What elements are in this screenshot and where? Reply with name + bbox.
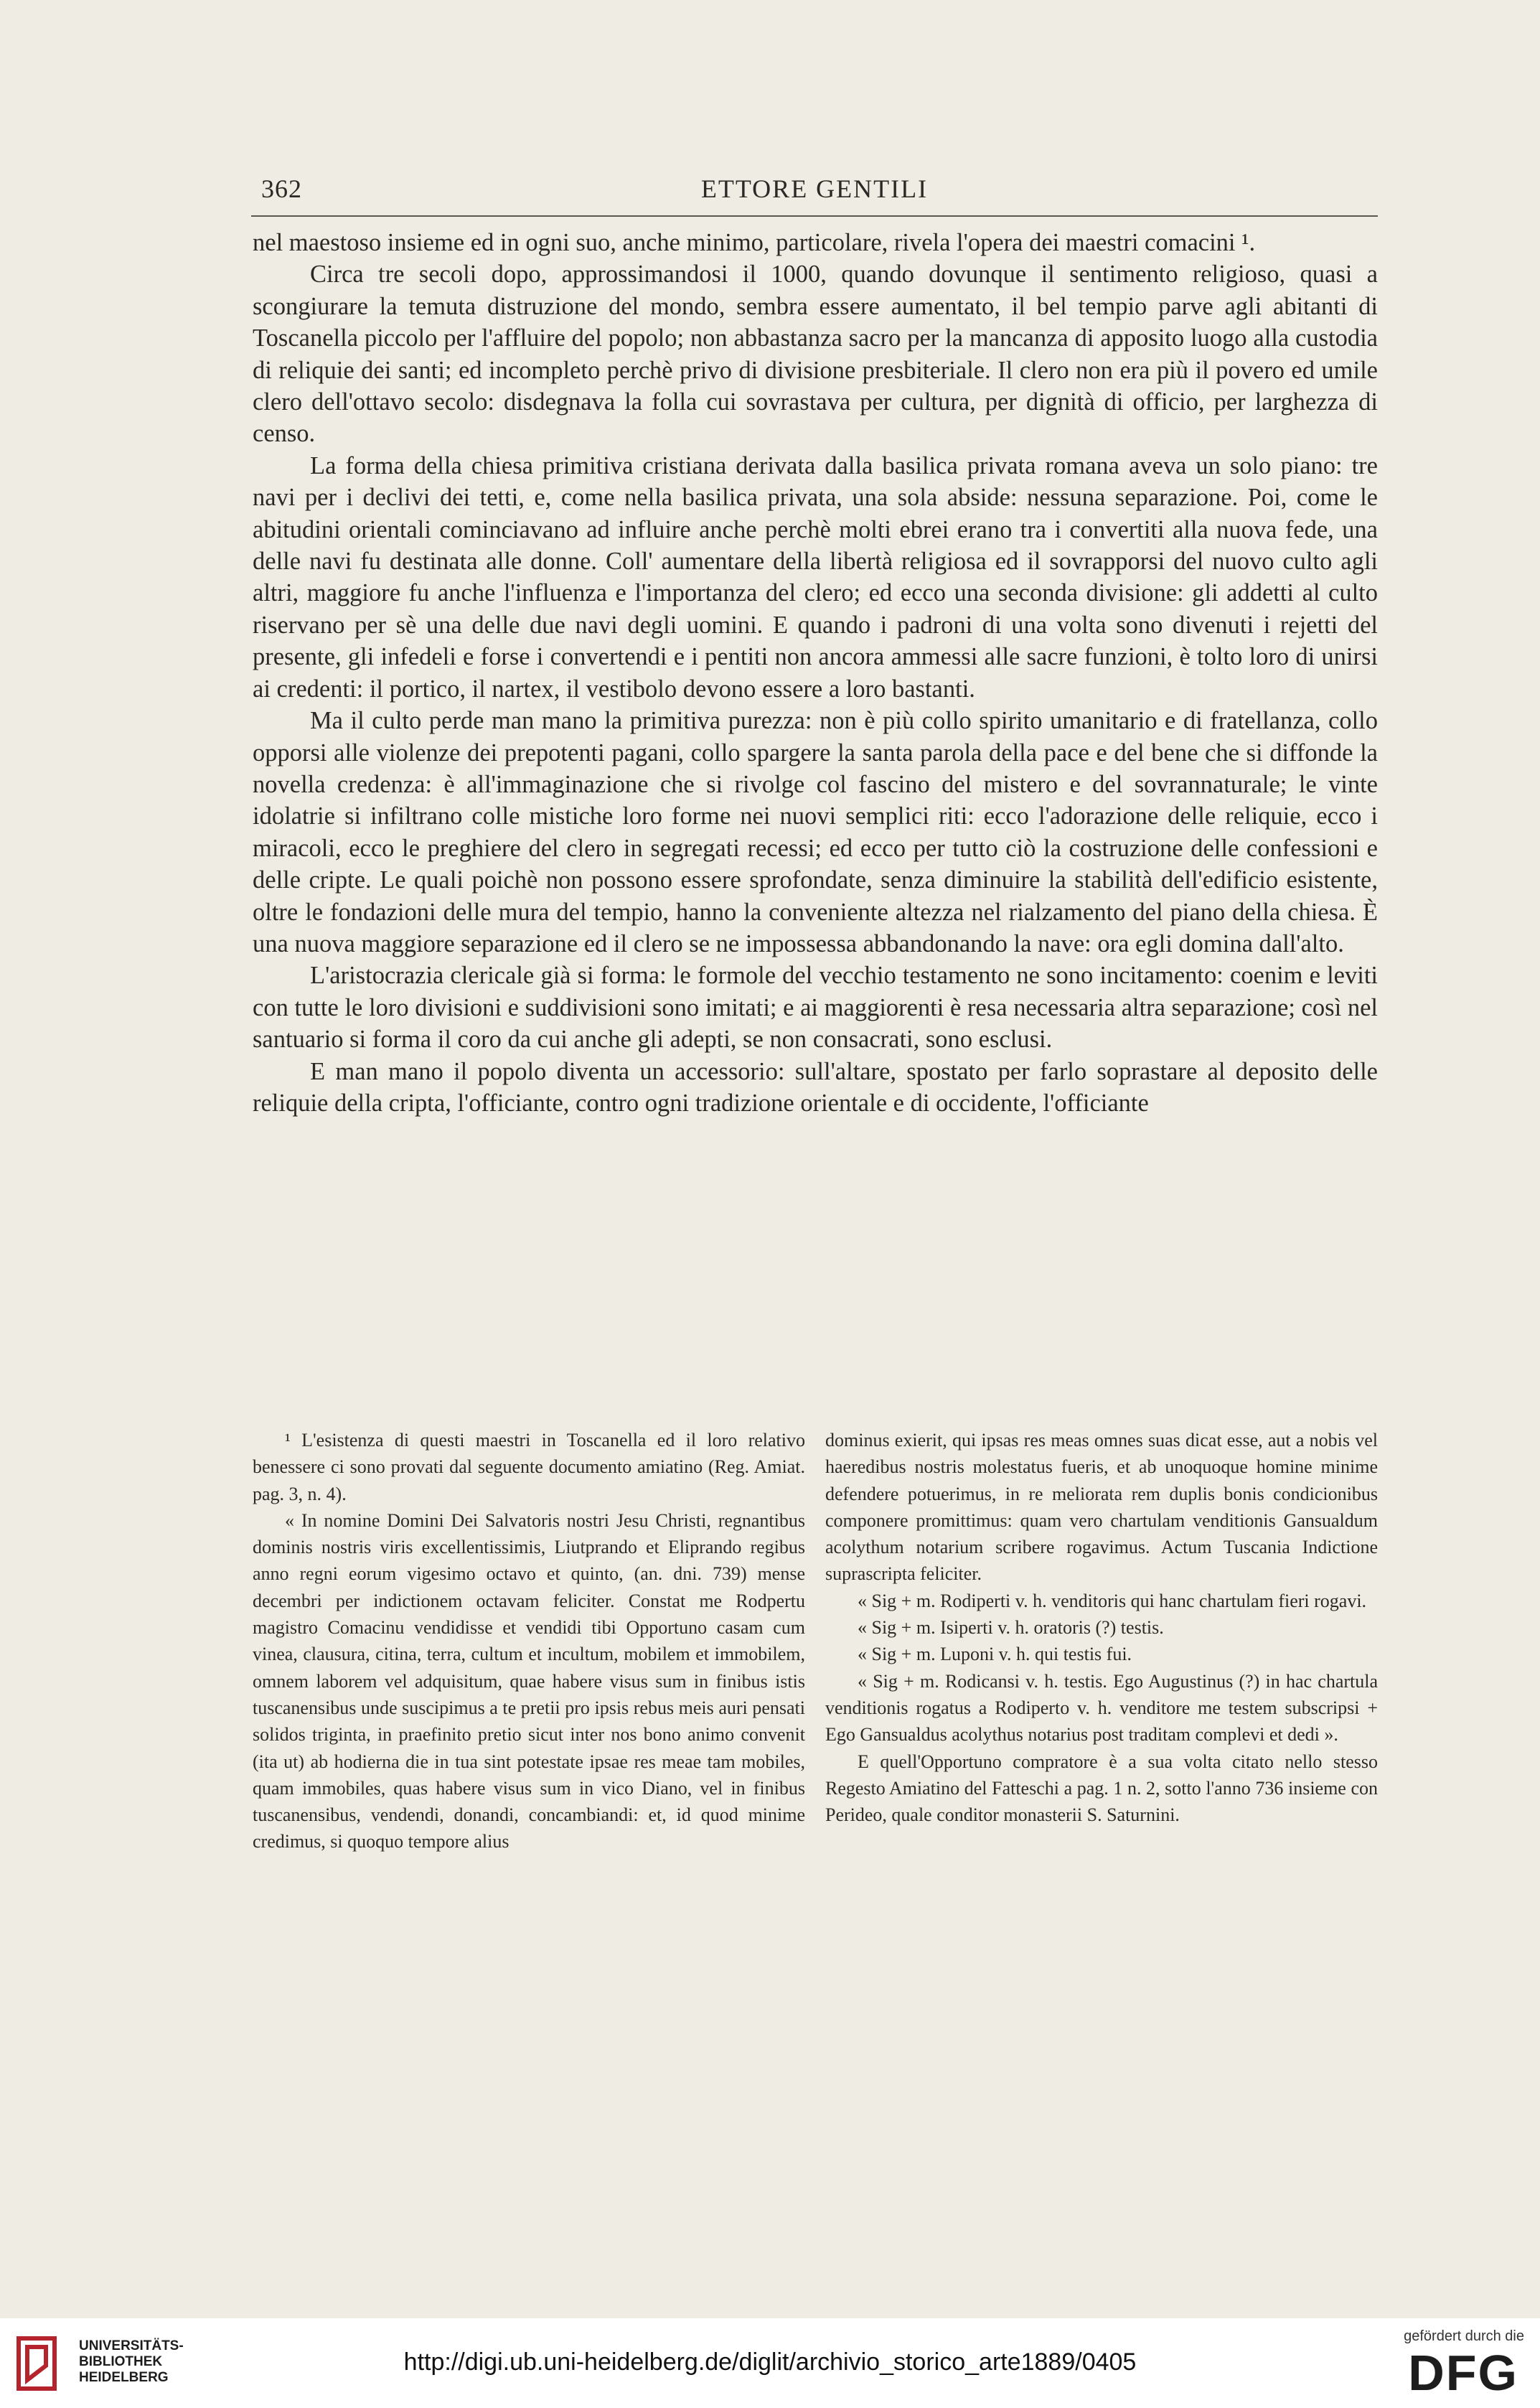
header-rule bbox=[251, 215, 1378, 217]
running-title: ETTORE GENTILI bbox=[700, 174, 929, 203]
page-header bbox=[251, 174, 1378, 210]
permalink-url[interactable]: http://digi.ub.uni-heidelberg.de/diglit/archivio_storico_arte1889/0405 bbox=[403, 2348, 1137, 2376]
paragraph: Ma il culto perde man mano la primitiva purezza: non è più collo spirito umanitario e di fratellanza, collo opporsi alle violenze dei prepotenti pagani, collo spargere la santa parola della pace e del bene che si diffonde la novella credenza: è all'immaginazione che si rivolge col fascino del mistero e del sovrannaturale; le vinte idolatrie si infiltrano colle mistiche loro forme nei nuovi semplici riti: ecco l'adorazione delle reliquie, ecco i miracoli, ecco le preghiere del clero in segregati recessi; ed ecco per tutto ciò la costruzione delle confessioni e delle cripte. Le quali poichè non possono essere sprofondate, senza diminuire la stabilità dell'edificio esistente, oltre le fondazioni delle mura del tempio, hanno la conveniente altezza nel rialzamento del piano della chiesa. È una nuova maggiore separazione ed il clero se ne impossessa abbandonando la nave: ora egli domina dall'alto. bbox=[253, 707, 1378, 957]
footnote-paragraph: E quell'Opportuno compratore è a sua volta citato nello stesso Regesto Amiatino del Fatteschi a pag. 1 n. 2, sotto l'anno 736 insieme con Perideo, quale conditor monasterii S. Saturnini. bbox=[825, 1751, 1378, 1826]
paragraph: E man mano il popolo diventa un accessorio: sull'altare, spostato per farlo soprastare al deposito delle reliquie della cripta, l'officiante, contro ogni tradizione orientale e di occidente, l'officiante bbox=[253, 1057, 1378, 1117]
footnote-paragraph: « Sig + m. Luponi v. h. qui testis fui. bbox=[858, 1644, 1132, 1665]
paragraph: Circa tre secoli dopo, approssimandosi il 1000, quando dovunque il sentimento religioso, quasi a scongiurare la temuta distruzione del mondo, sembra essere aumentato, il bel tempio parve agli abitanti di Toscanella piccolo per l'affluire del popolo; non abbastanza sacro per la mancanza di apposito luogo alla custodia di reliquie dei santi; ed incompleto perchè privo di divisione presbiteriale. Il clero non era più il povero ed umile clero dell'ottavo secolo: disdegnava la folla cui sovrastava per cultura, per dignità di officio, per larghezza di censo. bbox=[253, 261, 1378, 448]
funder-name: DFG bbox=[1408, 2345, 1518, 2401]
library-name-line: HEIDELBERG bbox=[79, 2370, 169, 2385]
funder-caption: gefördert durch die bbox=[1404, 2328, 1524, 2344]
page-number: 362 bbox=[261, 174, 302, 203]
footnote-column-right bbox=[825, 1427, 1378, 1828]
paragraph: nel maestoso insieme ed in ogni suo, anche minimo, particolare, rivela l'opera dei maestri comacini ¹. bbox=[253, 229, 1256, 256]
footnote-paragraph: dominus exierit, qui ipsas res meas omnes suas dicat esse, aut a nobis vel haeredibus nostris molestatus fueris, et ab unoquoque homine minime defendere potuerimus, in re meliorata rem duplis bonis condicionibus componere promittimus: quam vero chartulam venditionis Gansualdum acolythum notarium scribere rogavimus. Actum Tuscania Indictione suprascripta feliciter. bbox=[825, 1430, 1378, 1585]
footnote-paragraph: ¹ L'esistenza di questi maestri in Toscanella ed il loro relativo benessere ci sono provati dal seguente documento amiatino (Reg. Amiat. pag. 3, n. 4). bbox=[253, 1430, 805, 1504]
library-name-line: BIBLIOTHEK bbox=[79, 2354, 163, 2369]
library-name-line: UNIVERSITÄTS- bbox=[79, 2338, 184, 2353]
paragraph: La forma della chiesa primitiva cristiana derivata dalla basilica privata romana aveva un solo piano: tre navi per i declivi dei tetti, e, come nella basilica privata, una sola abside: nessuna separazione. Poi, come le abitudini orientali cominciavano ad influire anche perchè molti ebrei erano tra i convertiti alla nuova fede, una delle navi fu destinata alle donne. Coll' aumentare della libertà religiosa ed il sovrapporsi del nuovo culto agli altri, maggiore fu anche l'influenza e l'importanza del clero; ed ecco una seconda divisione: gli addetti al culto riservano per sè una delle due navi degli uomini. E quando i padroni di una volta sono divenuti i rejetti del presente, gli infedeli e forse i convertendi e i pentiti non ancora ammessi alle sacre funzioni, è tolto loro di unirsi ai credenti: il portico, il nartex, il vestibolo devono essere a loro bastanti. bbox=[253, 451, 1378, 703]
main-text bbox=[253, 227, 1378, 1119]
footnote-paragraph: « Sig + m. Rodiperti v. h. venditoris qui hanc chartulam fieri rogavi. bbox=[858, 1590, 1367, 1611]
dfg-logo[interactable] bbox=[1345, 2328, 1524, 2400]
viewer-footer bbox=[0, 2318, 1540, 2408]
footnote-paragraph: « In nomine Domini Dei Salvatoris nostri Jesu Christi, regnantibus dominis nostris viris excellentissimis, Liutprando et Eliprando regibus anno regni eorum vigesimo octavo et quinto, (an. dni. 739) mense decembri per indictionem octavam feliciter. Constat me Rodpertu magistro Comacinu vendidisse et vendidi tibi Opportuno casam cum vinea, clausura, citina, terra, cultum et incultum, mobilem et immobilem, omnem laborem vel adquisitum, quae habere visus sum in finibus istis tuscanensibus unde suscipimus a te pretii pro ipsis rebus meis auri pensati solidos triginta, in praefinito pretio sicut inter nos bono animo convenit (ita ut) ab hodierna die in tua sint potestate ipsae res meae tam mobiles, quam immobiles, quas habere visus sum in vico Diano, vel in finibus tuscanensibus, vendendi, donandi, concambiandi: et, id quod minime credimus, si quoquo tempore alius bbox=[253, 1509, 805, 1852]
footnote-column-left bbox=[253, 1427, 805, 1855]
footnote-paragraph: « Sig + m. Isiperti v. h. oratoris (?) testis. bbox=[858, 1617, 1164, 1639]
paragraph: L'aristocrazia clericale già si forma: le formole del vecchio testamento ne sono incitamento: coenim e leviti con tutte le loro divisioni e suddivisioni sono imitati; e ai maggiorenti è resa necessaria altra separazione; così nel santuario si forma il coro da cui anche gli adepti, se non consacrati, sono esclusi. bbox=[253, 962, 1378, 1054]
footnote-paragraph: « Sig + m. Rodicansi v. h. testis. Ego Augustinus (?) in hac chartula venditionis rogatus a Rodiperto v. h. venditore me testem subscripsi + Ego Gansualdus acolythus notarius post traditam complevi et dedi ». bbox=[825, 1670, 1378, 1746]
